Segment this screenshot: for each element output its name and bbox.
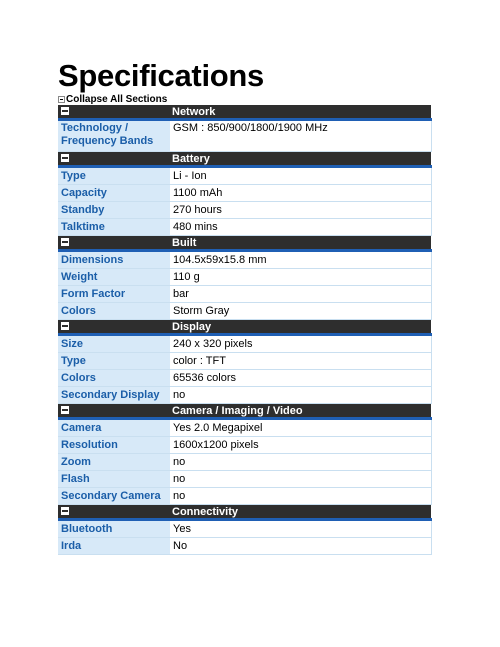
spec-value: no (170, 488, 431, 505)
spec-row (58, 353, 431, 370)
spec-label: Weight (58, 269, 170, 286)
spec-value: 1100 mAh (170, 185, 431, 202)
spec-row (58, 303, 431, 320)
spec-row (58, 335, 431, 353)
spec-row (58, 471, 431, 488)
spec-value: color : TFT (170, 353, 431, 370)
section-title: Battery (170, 152, 431, 167)
section-toggle-cell[interactable] (58, 320, 170, 335)
spec-value: 240 x 320 pixels (170, 335, 431, 353)
spec-row (58, 538, 431, 555)
spec-row (58, 419, 431, 437)
spec-value: no (170, 471, 431, 488)
spec-label: Resolution (58, 437, 170, 454)
spec-label: Secondary Display (58, 387, 170, 404)
section-header-battery[interactable] (58, 152, 431, 167)
spec-row (58, 454, 431, 471)
specifications-panel (58, 58, 431, 555)
spec-value: no (170, 387, 431, 404)
spec-row (58, 387, 431, 404)
spec-row (58, 219, 431, 236)
spec-label: Flash (58, 471, 170, 488)
spec-value: no (170, 454, 431, 471)
spec-label: Zoom (58, 454, 170, 471)
spec-row (58, 488, 431, 505)
section-toggle-cell[interactable] (58, 105, 170, 120)
spec-table (58, 105, 432, 555)
spec-row (58, 286, 431, 303)
section-toggle-cell[interactable] (58, 236, 170, 251)
spec-label: Form Factor (58, 286, 170, 303)
spec-label: Irda (58, 538, 170, 555)
section-toggle-cell[interactable] (58, 505, 170, 520)
spec-label: Type (58, 167, 170, 185)
spec-label: Standby (58, 202, 170, 219)
spec-label: Capacity (58, 185, 170, 202)
spec-label: Bluetooth (58, 520, 170, 538)
section-title: Camera / Imaging / Video (170, 404, 431, 419)
spec-label: Dimensions (58, 251, 170, 269)
collapse-section-icon[interactable] (61, 507, 69, 515)
spec-label: Colors (58, 303, 170, 320)
spec-row (58, 520, 431, 538)
spec-row (58, 185, 431, 202)
spec-row (58, 251, 431, 269)
collapse-section-icon[interactable] (61, 154, 69, 162)
spec-value: 1600x1200 pixels (170, 437, 431, 454)
collapse-all-toggle[interactable] (58, 94, 431, 105)
spec-value: 270 hours (170, 202, 431, 219)
section-header-display[interactable] (58, 320, 431, 335)
spec-label: Talktime (58, 219, 170, 236)
section-title: Network (170, 105, 431, 120)
collapse-section-icon[interactable] (61, 406, 69, 414)
spec-label: Colors (58, 370, 170, 387)
section-header-connectivity[interactable] (58, 505, 431, 520)
spec-value: Storm Gray (170, 303, 431, 320)
spec-label: Camera (58, 419, 170, 437)
spec-row (58, 269, 431, 286)
spec-row (58, 167, 431, 185)
collapse-section-icon[interactable] (61, 238, 69, 246)
spec-row (58, 202, 431, 219)
spec-value: No (170, 538, 431, 555)
spec-value: Yes 2.0 Megapixel (170, 419, 431, 437)
section-header-network[interactable] (58, 105, 431, 120)
section-title: Built (170, 236, 431, 251)
minus-box-icon (58, 96, 65, 103)
spec-row (58, 370, 431, 387)
spec-label: Secondary Camera (58, 488, 170, 505)
section-title: Connectivity (170, 505, 431, 520)
spec-value: 104.5x59x15.8 mm (170, 251, 431, 269)
collapse-all-label: Collapse All Sections (66, 94, 168, 105)
section-header-camera-imaging-video[interactable] (58, 404, 431, 419)
spec-value: bar (170, 286, 431, 303)
spec-value: 65536 colors (170, 370, 431, 387)
section-title: Display (170, 320, 431, 335)
spec-value: Yes (170, 520, 431, 538)
section-header-built[interactable] (58, 236, 431, 251)
spec-label: Technology / Frequency Bands (58, 120, 170, 152)
spec-label: Size (58, 335, 170, 353)
collapse-section-icon[interactable] (61, 322, 69, 330)
page-title: Specifications (58, 58, 264, 93)
section-toggle-cell[interactable] (58, 404, 170, 419)
spec-value: Li - Ion (170, 167, 431, 185)
spec-value: 480 mins (170, 219, 431, 236)
collapse-section-icon[interactable] (61, 107, 69, 115)
spec-row (58, 437, 431, 454)
spec-value: GSM : 850/900/1800/1900 MHz (170, 120, 431, 152)
section-toggle-cell[interactable] (58, 152, 170, 167)
spec-value: 110 g (170, 269, 431, 286)
spec-label: Type (58, 353, 170, 370)
spec-row (58, 120, 431, 152)
